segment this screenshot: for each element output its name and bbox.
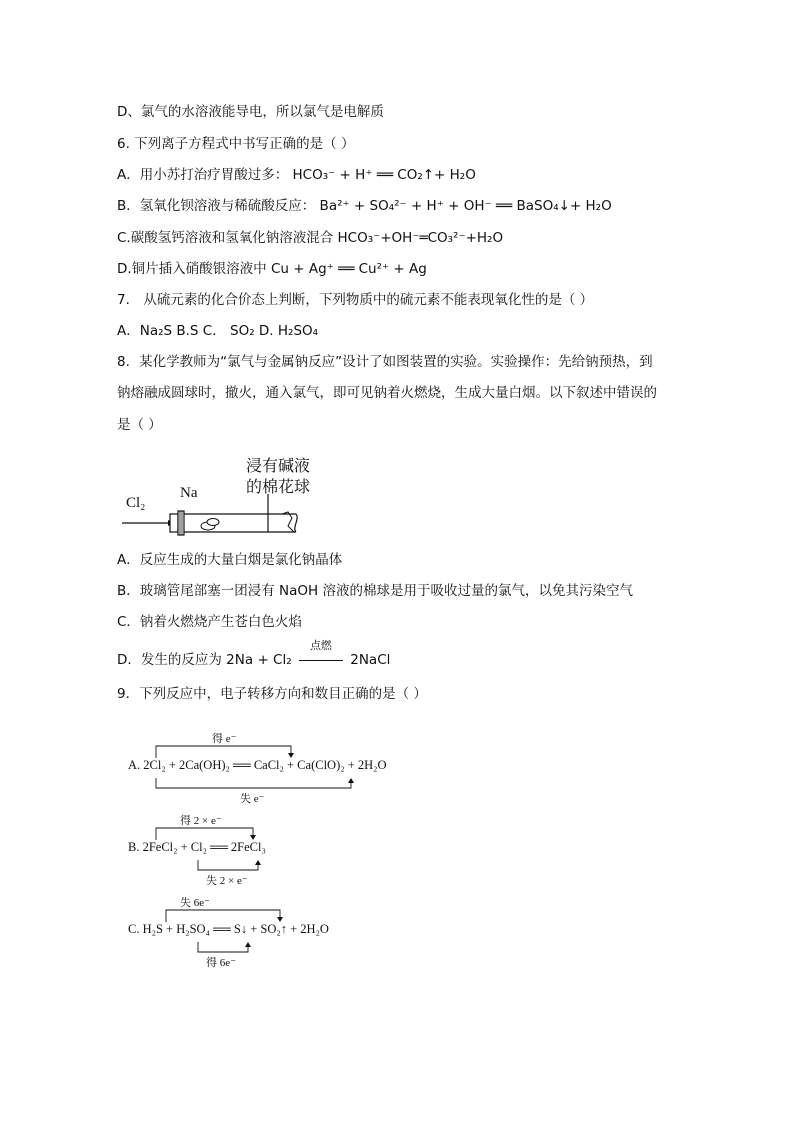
question-8-option-a: A．反应生成的大量白烟是氯化钠晶体: [117, 552, 343, 568]
reaction-c-lose: 失 6e⁻: [180, 897, 210, 909]
reaction-b-lose: 失 2 × e⁻: [206, 875, 248, 887]
reaction-c-gain: 得 6e⁻: [206, 957, 236, 969]
question-6-stem: 6. 下列离子方程式中书写正确的是（ ）: [117, 136, 355, 152]
reaction-c-block: [128, 892, 378, 968]
reaction-a-gain: 得 e⁻: [212, 733, 237, 745]
question-8-option-b: B．玻璃管尾部塞一团浸有 NaOH 溶液的棉球是用于吸收过量的氯气，以免其污染空气: [117, 583, 633, 599]
apparatus-diagram: [118, 448, 338, 548]
reaction-b-arrows: [128, 810, 328, 886]
reaction-b-block: [128, 810, 328, 886]
question-8-option-d-product: 2NaCl: [350, 652, 391, 668]
reaction-condition: [299, 639, 343, 669]
question-9-stem: 9．下列反应中，电子转移方向和数目正确的是（ ）: [117, 686, 427, 702]
question-8-option-d: [117, 639, 391, 669]
reaction-c-equation: C. H₂S + H₂SO₄ ══ S↓ + SO₂↑ + 2H₂O: [128, 922, 329, 936]
apparatus-label-cl2: Cl₂: [126, 495, 146, 511]
question-8-stem-line1: 8．某化学教师为“氯气与金属钠反应”设计了如图装置的实验。实验操作：先给钠预热，到: [117, 354, 653, 370]
reaction-b-equation: B. 2FeCl₂ + Cl₂ ══ 2FeCl₃: [128, 840, 266, 854]
question-8-stem-line2: 钠熔融成圆球时，撤火，通入氯气，即可见钠着火燃烧，生成大量白烟。以下叙述中错误的: [117, 385, 657, 401]
question-6-option-d: D.铜片插入硝酸银溶液中 Cu + Ag⁺ ══ Cu²⁺ + Ag: [117, 261, 427, 277]
apparatus-label-cotton-1: 浸有碱液: [246, 456, 311, 475]
question-8-option-c: C．钠着火燃烧产生苍白色火焰: [117, 614, 302, 630]
question-8-stem-line3: 是（ ）: [117, 417, 162, 433]
reaction-a-arrows: [128, 728, 448, 804]
reaction-a-lose: 失 e⁻: [240, 793, 265, 805]
reaction-b-gain: 得 2 × e⁻: [180, 815, 222, 827]
question-8-option-d-prefix: D．发生的反应为 2Na + Cl₂: [117, 652, 292, 668]
apparatus-label-cotton-2: 的棉花球: [246, 477, 311, 496]
option-d-line: D、氯气的水溶液能导电，所以氯气是电解质: [117, 104, 384, 120]
apparatus-drawing: [118, 448, 338, 548]
question-6-option-c: C.碳酸氢钙溶液和氢氧化钠溶液混合 HCO₃⁻+OH⁻═CO₃²⁻+H₂O: [117, 230, 504, 246]
apparatus-label-na: Na: [180, 485, 198, 501]
question-7-stem: 7． 从硫元素的化合价态上判断，下列物质中的硫元素不能表现氧化性的是（ ）: [117, 292, 594, 308]
reaction-a-block: [128, 728, 448, 804]
question-6-option-b: B．氢氧化钡溶液与稀硫酸反应： Ba²⁺ + SO₄²⁻ + H⁺ + OH⁻ ══ BaSO₄↓+ H₂O: [117, 198, 612, 214]
reaction-a-equation: A. 2Cl₂ + 2Ca(OH)₂ ══ CaCl₂ + Ca(ClO)₂ + 2H₂O: [128, 758, 387, 772]
reaction-c-arrows: [128, 892, 378, 968]
question-6-option-a: A．用小苏打治疗胃酸过多： HCO₃⁻ + H⁺ ══ CO₂↑+ H₂O: [117, 167, 476, 183]
condition-ignite: 点燃: [309, 639, 332, 652]
question-7-options: A．Na₂S B.S C． SO₂ D. H₂SO₄: [117, 323, 319, 339]
